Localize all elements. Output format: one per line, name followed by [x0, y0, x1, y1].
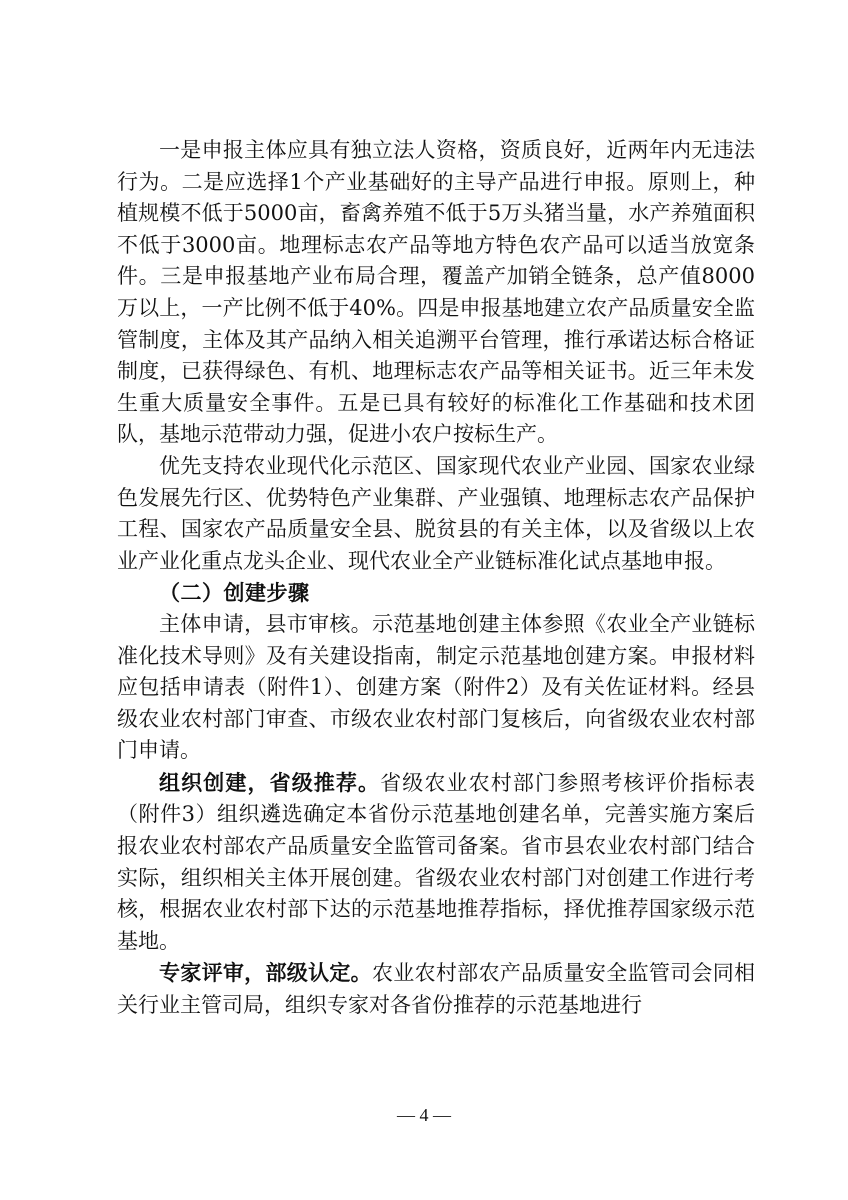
paragraph-organize-creation	[117, 767, 755, 958]
page-number: — 4 —	[397, 1105, 451, 1125]
paragraph-body-expert-review: 农业农村部农产品质量安全监管司会同相关行业主管司局，组织专家对各省份推荐的示范基地进行	[117, 961, 756, 1018]
paragraph-eligibility-requirements: 一是申报主体应具有独立法人资格，资质良好，近两年内无违法行为。二是应选择1个产业基础好的主导产品进行申报。原则上，种植规模不低于5000亩，畜禽养殖不低于5万头猪当量，水产养殖面积不低于3000亩。地理标志农产品等地方特色农产品可以适当放宽条件。三是申报基地产业布局合理，覆盖产加销全链条，总产值8000万以上，一产比例不低于40%。四是申报基地建立农产品质量安全监管制度，主体及其产品纳入相关追溯平台管理，推行承诺达标合格证制度，已获得绿色、有机、地理标志农产品等相关证书。近三年未发生重大质量安全事件。五是已具有较好的标准化工作基础和技术团队，基地示范带动力强，促进小农户按标生产。	[117, 138, 755, 447]
section-heading-creation-steps: （二）创建步骤	[159, 580, 310, 606]
paragraph-lead-expert-review: 专家评审，部级认定。	[159, 960, 372, 986]
paragraph-subject-application: 主体申请，县市审核。示范基地创建主体参照《农业全产业链标准化技术导则》及有关建设指南，制定示范基地创建方案。申报材料应包括申请表（附件1）、创建方案（附件2）及有关佐证材料。经县级农业农村部门审查、市级农业农村部门复核后，向省级农业农村部门申请。	[117, 611, 755, 763]
paragraph-body-organize-creation: 省级农业农村部门参照考核评价指标表（附件3）组织遴选确定本省份示范基地创建名单，完善实施方案后报农业农村部农产品质量安全监管司备案。省市县农业农村部门结合实际，组织相关主体开展创建。省级农业农村部门对创建工作进行考核，根据农业农村部下达的示范基地推荐指标，择优推荐国家级示范基地。	[117, 770, 756, 953]
body-text	[117, 135, 755, 1022]
paragraph-priority-support: 优先支持农业现代化示范区、国家现代农业产业园、国家农业绿色发展先行区、优势特色产业集群、产业强镇、地理标志农产品保护工程、国家农产品质量安全县、脱贫县的有关主体，以及省级以上农业产业化重点龙头企业、现代农业全产业链标准化试点基地申报。	[117, 453, 755, 573]
paragraph-lead-organize-creation: 组织创建，省级推荐。	[159, 769, 381, 795]
paragraph-expert-review	[117, 957, 755, 1021]
